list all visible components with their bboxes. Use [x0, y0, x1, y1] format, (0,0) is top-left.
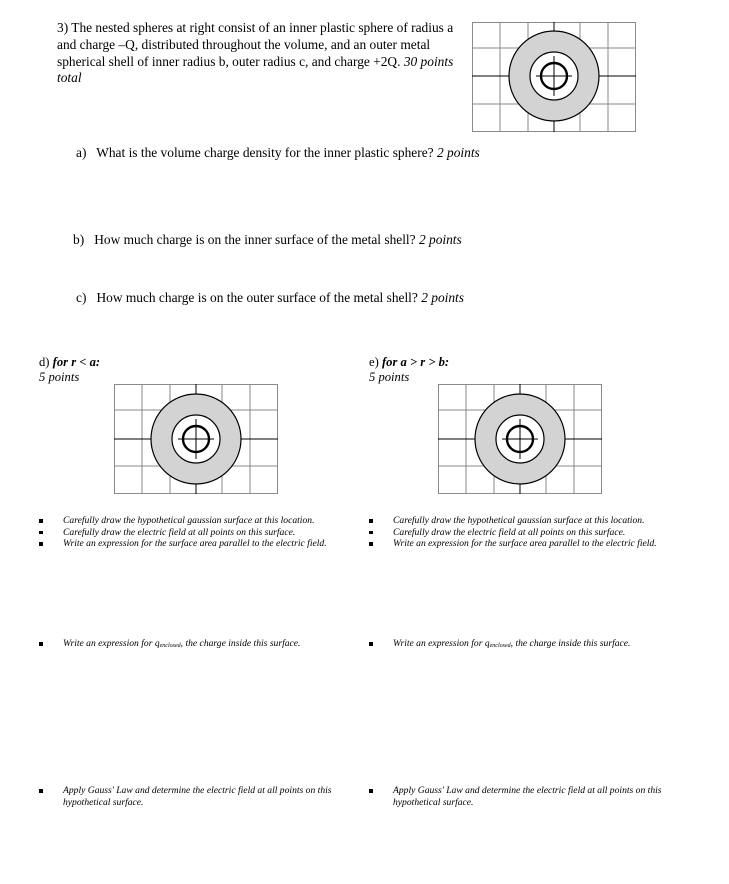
instruction-text: Write an expression for the surface area parallel to the electric field.: [393, 538, 657, 550]
bullet-icon: [39, 789, 43, 793]
bullet-icon: [39, 531, 43, 535]
list-item: [39, 638, 354, 653]
part-d-q-enclosed: [39, 638, 354, 653]
bullet-icon: [369, 542, 373, 546]
bullet-icon: [369, 642, 373, 646]
part-condition: for a > r > b:: [381, 355, 450, 369]
list-item: [369, 638, 684, 653]
question-b: [73, 232, 462, 248]
part-points: 5 points: [369, 370, 410, 384]
nested-spheres-figure-top: [472, 22, 636, 132]
list-item: [39, 527, 354, 539]
bullet-icon: [39, 642, 43, 646]
instruction-text: , the charge inside this surface.: [180, 638, 301, 649]
list-item: [39, 785, 354, 808]
nested-spheres-figure-d: [114, 384, 278, 494]
list-item: [39, 515, 354, 527]
problem-statement: 3) The nested spheres at right consist of an inner plastic sphere of radius a and charge –Q, distributed throughout the volume, and an outer metal spherical shell of inner radius b, outer radius c, and charge +2Q.: [57, 20, 454, 69]
instruction-text: Carefully draw the hypothetical gaussian surface at this location.: [63, 515, 315, 526]
part-d-header: [39, 355, 100, 385]
question-c: [76, 290, 464, 306]
instruction-text: Write an expression for the surface area parallel to the electric field.: [63, 538, 327, 550]
bullet-icon: [369, 789, 373, 793]
list-item: [369, 785, 669, 808]
instruction-text: , the charge inside this surface.: [510, 638, 631, 649]
list-item: [369, 538, 684, 550]
instruction-text: Carefully draw the electric field at all points on this surface.: [63, 526, 296, 538]
problem-total-points: 30 points total: [57, 53, 454, 86]
instruction-text: Apply Gauss' Law and determine the electric field at all points on this hypothetical surface.: [393, 785, 662, 808]
instruction-text: Write an expression for q: [393, 638, 490, 649]
question-label: b): [73, 232, 85, 247]
question-points: 2 points: [418, 232, 462, 247]
list-item: [39, 538, 354, 550]
bullet-icon: [369, 531, 373, 535]
part-condition: for r < a:: [52, 355, 101, 369]
part-e-gauss: [369, 785, 669, 808]
bullet-icon: [369, 519, 373, 523]
nested-spheres-figure-e: [438, 384, 602, 494]
question-label: a): [76, 145, 87, 160]
instruction-text: Write an expression for q: [63, 638, 160, 649]
part-e-header: [369, 355, 449, 385]
instruction-text: Apply Gauss' Law and determine the electric field at all points on this hypothetical surface.: [63, 785, 332, 808]
list-item: [369, 515, 684, 527]
question-points: 2 points: [436, 145, 480, 160]
part-points: 5 points: [39, 370, 80, 384]
part-label: d): [39, 355, 50, 369]
question-a: [76, 145, 480, 161]
list-item: [369, 527, 684, 539]
question-text: What is the volume charge density for the inner plastic sphere?: [96, 145, 434, 160]
part-d-gauss: [39, 785, 354, 808]
question-text: How much charge is on the outer surface of the metal shell?: [96, 290, 418, 305]
question-text: How much charge is on the inner surface of the metal shell?: [94, 232, 416, 247]
enclosed-subscript: enclosed: [489, 643, 511, 649]
instruction-text: Carefully draw the hypothetical gaussian surface at this location.: [393, 515, 645, 526]
question-points: 2 points: [421, 290, 464, 305]
part-d-instructions: [39, 515, 354, 550]
problem-intro: [57, 20, 457, 87]
enclosed-subscript: enclosed: [159, 643, 181, 649]
part-e-instructions: [369, 515, 684, 550]
question-label: c): [76, 290, 87, 305]
bullet-icon: [39, 542, 43, 546]
part-e-q-enclosed: [369, 638, 684, 653]
instruction-text: Carefully draw the electric field at all points on this surface.: [393, 526, 626, 538]
bullet-icon: [39, 519, 43, 523]
part-label: e): [369, 355, 379, 369]
